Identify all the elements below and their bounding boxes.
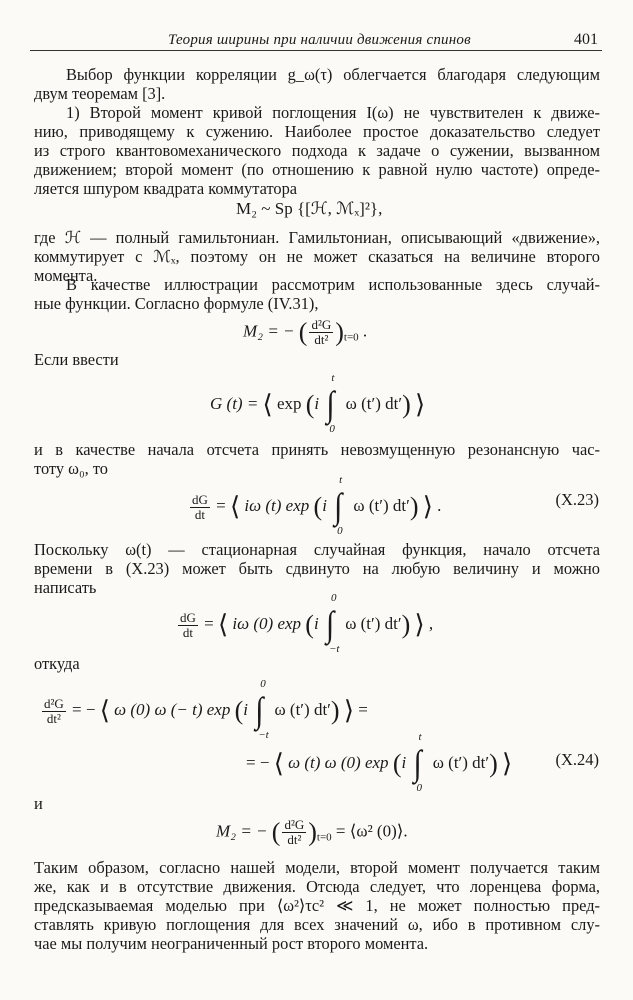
equation-label-x23: (X.23) bbox=[555, 490, 599, 509]
text-line: Таким образом, согласно нашей модели, второй момент получается таким bbox=[34, 858, 600, 877]
text-line: написать bbox=[34, 578, 97, 597]
text-line: тоту ω₀, то bbox=[34, 459, 109, 478]
text-line: нию, приводящему к сужению. Наиболее простое доказательство следует bbox=[34, 122, 600, 141]
equation-x24-line2: = − ⟨ ω (t) ω (0) exp (i ∫ t 0 ω (t′) dt′) ⟩ bbox=[246, 731, 513, 794]
fraction: $\frac{\text{d²G}}{\text{dt²}}$ bbox=[44, 695, 64, 726]
text-line: где ℋ — полный гамильтониан. Гамильтониан, описывающий «движение», bbox=[34, 228, 600, 247]
equation-label-x24: (X.24) bbox=[555, 750, 599, 769]
integral-sign: ∫ t 0 bbox=[413, 731, 422, 794]
fraction: $\frac{\text{d²G}}{\text{dt²}}$ bbox=[284, 817, 305, 847]
integral-sign: ∫ t 0 bbox=[326, 372, 335, 435]
text-line: же, как и в отсутствие движения. Отсюда следует, что лоренцева форма, bbox=[34, 877, 600, 896]
fraction: $\frac{\text{d²G}}{\text{dt²}}$ bbox=[311, 317, 332, 347]
text-line: Если ввести bbox=[34, 350, 119, 369]
text-line: движением; второй момент (по отношению к равной нулю частоте) опреде- bbox=[34, 160, 600, 179]
paragraph-intro bbox=[34, 65, 600, 103]
integral-sign: ∫ 0 −t bbox=[255, 678, 269, 741]
page-number: 401 bbox=[574, 31, 598, 48]
paragraph-illustration bbox=[34, 275, 600, 313]
equation-second-moment-result: M₂ = − ( $\frac{\text{d²G}}{\text{dt²}}$ )$_{t=0}$ = ⟨ω² (0)⟩. bbox=[216, 817, 408, 847]
text-line: Выбор функции корреляции g_ω(τ) облегчается благодаря следующим bbox=[66, 65, 600, 84]
paragraph-reference-frequency bbox=[34, 440, 600, 478]
paragraph-and bbox=[34, 794, 600, 813]
text-line: времени в (X.23) может быть сдвинуто на любую величину и можно bbox=[34, 559, 600, 578]
text-line: из строго квантовомеханического подхода к задаче о сужении, вызванном bbox=[34, 141, 600, 160]
paragraph-theorem-1 bbox=[34, 103, 600, 198]
equation-shifted-time: $\frac{dG}{dt}$ = ⟨ iω (0) exp (i ∫ 0 −t ω (t′) dt′) ⟩ , bbox=[180, 592, 434, 655]
fraction: $\frac{dG}{dt}$ bbox=[180, 609, 196, 640]
header-title: Теория ширины при наличии движения спинов bbox=[168, 32, 471, 48]
text-line: В качестве иллюстрации рассмотрим использованные здесь случай- bbox=[66, 275, 600, 294]
text-line: ставлять кривую поглощения для всех значений ω, ибо в противном слу- bbox=[34, 915, 600, 934]
equation-x23: $\frac{dG}{dt}$ = ⟨ iω (t) exp (i ∫ t 0 ω (t′) dt′) ⟩ . bbox=[192, 474, 442, 537]
text-line: коммутирует с ℳₓ, поэтому он не может сказаться на величине второго bbox=[34, 247, 600, 266]
text-line: ляется шпуром квадрата коммутатора bbox=[34, 179, 298, 198]
equation-x24-line1: $\frac{\text{d²G}}{\text{dt²}}$ = − ⟨ ω (0) ω (− t) exp (i ∫ 0 −t ω (t′) dt′) ⟩ = bbox=[44, 678, 368, 741]
text-line: Поскольку ω(t) — стационарная случайная функция, начало отсчета bbox=[34, 540, 600, 559]
text-line: 1) Второй момент кривой поглощения I(ω) не чувствителен к движе- bbox=[66, 103, 600, 122]
running-header bbox=[30, 30, 602, 51]
text-line: предсказываемая моделью при ⟨ω²⟩τc² ≪ 1, не может полностью пред- bbox=[34, 896, 600, 915]
text-line: ные функции. Согласно формуле (IV.31), bbox=[34, 294, 319, 313]
integral-sign: ∫ t 0 bbox=[334, 474, 343, 537]
eq-lhs: M₂ = − bbox=[243, 321, 295, 341]
paragraph-introduce bbox=[34, 350, 600, 369]
integral-sign: ∫ 0 −t bbox=[325, 592, 340, 655]
paragraph-whence bbox=[34, 654, 600, 673]
text-line: двум теоремам [3]. bbox=[34, 84, 166, 103]
paragraph-stationary bbox=[34, 540, 600, 597]
text-line: чае мы получим неограниченный рост второго момента. bbox=[34, 934, 429, 953]
text-line: и bbox=[34, 794, 43, 813]
equation-second-moment-definition: M₂ = − ( $\frac{\text{d²G}}{\text{dt²}}$ )$_{t=0}$ . bbox=[243, 317, 368, 347]
text-line: откуда bbox=[34, 654, 80, 673]
text-line: и в качестве начала отсчета принять невозмущенную резонансную час- bbox=[34, 440, 600, 459]
fraction: $\frac{dG}{dt}$ bbox=[192, 491, 208, 522]
equation-second-moment-trace: M₂ ~ Sp {[ℋ, ℳₓ]²}, bbox=[236, 199, 383, 218]
text-line: момента. bbox=[34, 266, 98, 285]
equation-correlation-g: G (t) = ⟨ exp (i ∫ t 0 ω (t′) dt′) ⟩ bbox=[210, 372, 426, 435]
paragraph-conclusion bbox=[34, 858, 600, 953]
